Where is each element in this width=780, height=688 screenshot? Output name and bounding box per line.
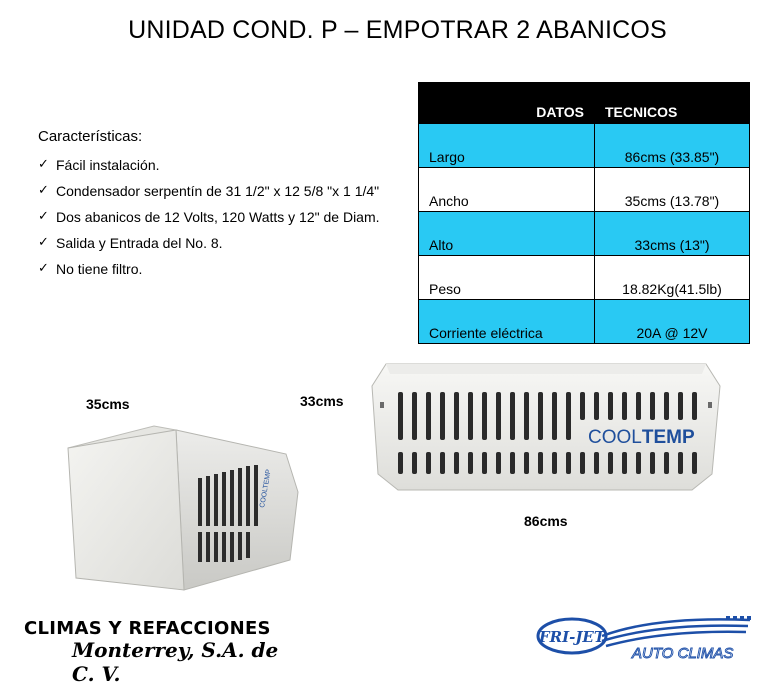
spec-value: 20A @ 12V xyxy=(595,300,750,344)
spec-value: 33cms (13") xyxy=(595,212,750,256)
check-icon: ✓ xyxy=(38,261,49,276)
spec-label: Ancho xyxy=(419,168,595,212)
feature-item xyxy=(38,157,408,183)
climas-refacciones-logo xyxy=(24,618,294,686)
feature-text: No tiene filtro. xyxy=(56,261,143,277)
side-brand-text: COOLTEMP xyxy=(259,468,273,509)
spec-row-largo xyxy=(419,124,750,168)
feature-text: Condensador serpentín de 31 1/2" x 12 5/8 "x 1 1/4" xyxy=(56,183,380,199)
feature-item xyxy=(38,235,408,261)
spec-label: Peso xyxy=(419,256,595,300)
width-dimension-label: 35cms xyxy=(86,396,130,412)
spec-value: 35cms (13.78") xyxy=(595,168,750,212)
features-heading: Características: xyxy=(38,128,143,145)
check-icon: ✓ xyxy=(38,209,49,224)
logo-auto-climas-text: AUTO CLIMAS xyxy=(632,645,734,662)
spec-table-header xyxy=(419,83,750,124)
feature-text: Fácil instalación. xyxy=(56,157,160,173)
spec-value: 18.82Kg(41.5lb) xyxy=(595,256,750,300)
spec-header-tecnicos: TECNICOS xyxy=(595,83,750,124)
product-image-side xyxy=(58,420,308,605)
spec-row-peso xyxy=(419,256,750,300)
spec-label: Largo xyxy=(419,124,595,168)
spec-table xyxy=(418,82,750,344)
check-icon: ✓ xyxy=(38,183,49,198)
product-image-front xyxy=(368,362,724,499)
spec-row-ancho xyxy=(419,168,750,212)
feature-item xyxy=(38,209,408,235)
features-section xyxy=(38,128,408,287)
feature-item xyxy=(38,183,408,209)
page-title: UNIDAD COND. P – EMPOTRAR 2 ABANICOS xyxy=(128,16,667,44)
feature-text: Salida y Entrada del No. 8. xyxy=(56,235,223,251)
spec-header-datos: DATOS xyxy=(419,83,595,124)
spec-value: 86cms (33.85") xyxy=(595,124,750,168)
feature-text: Dos abanicos de 12 Volts, 120 Watts y 12" de Diam. xyxy=(56,209,380,225)
spec-label: Corriente eléctrica xyxy=(419,300,595,344)
spec-row-corriente xyxy=(419,300,750,344)
fri-jet-logo xyxy=(536,614,756,667)
features-list xyxy=(38,157,408,287)
spec-row-alto xyxy=(419,212,750,256)
logo-company-name: CLIMAS Y REFACCIONES xyxy=(24,618,271,639)
logo-fri-jet-text: FRI-JET xyxy=(538,628,606,646)
height-dimension-label: 33cms xyxy=(300,393,344,409)
logo-company-suffix: Monterrey, S.A. de C. V. xyxy=(72,638,279,686)
feature-item xyxy=(38,261,408,287)
front-brand-cool: COOL xyxy=(588,427,642,448)
length-dimension-label: 86cms xyxy=(524,513,568,529)
front-brand-temp: TEMP xyxy=(641,427,695,448)
svg-text:COOLTEMP xyxy=(588,427,695,448)
check-icon: ✓ xyxy=(38,235,49,250)
check-icon: ✓ xyxy=(38,157,49,172)
spec-label: Alto xyxy=(419,212,595,256)
